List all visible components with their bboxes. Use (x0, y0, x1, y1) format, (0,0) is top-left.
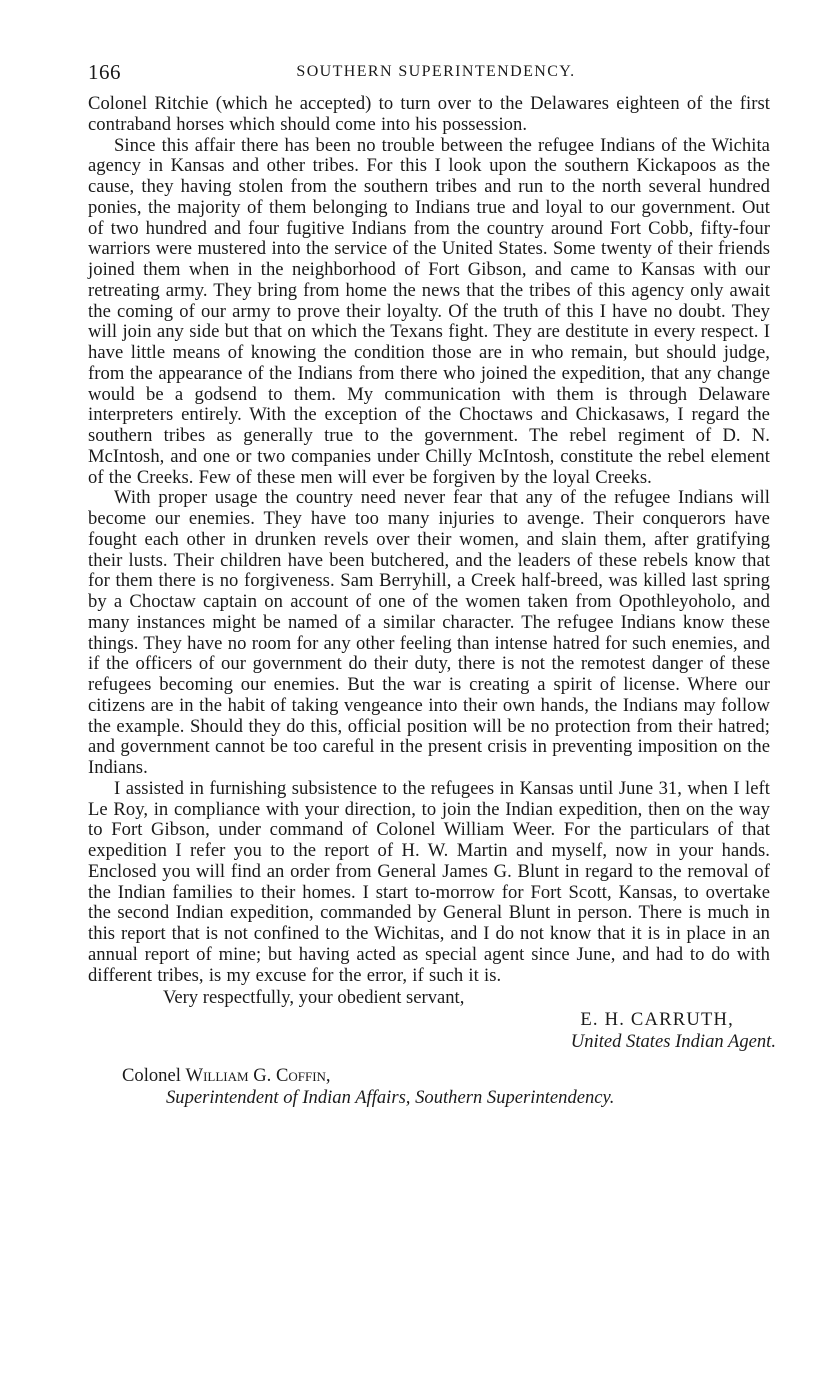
page-number: 166 (88, 60, 121, 84)
paragraph-refugee-indians: With proper usage the country need never fear that any of the refugee Indians will become our enemies. They have too many injuries to avenge. Their conquerors have fought each other in drunken revels over their women, and slain them, after gratifying their lusts. Their children have been butchered, and the leaders of these rebels know that for them there is no forgiveness. Sam Berryhill, a Creek half-breed, was killed last spring by a Choctaw captain on account of one of the women taken from Opothleyoholo, and many instances might be named of a similar character. The refugee Indians know these things. They have no room for any other feeling than intense hatred for such enemies, and if the officers of our government do their duty, there is not the remotest danger of these refugees becoming our enemies. But the war is creating a spirit of license. Where our citizens are in the habit of taking vengeance into their own hands, the Indians may follow the example. Should they do this, official position will be no protection from their hatred; and government cannot be too careful in the present crisis in preventing imposition on the Indians. (88, 487, 770, 778)
signature-block (88, 1009, 776, 1053)
addressee-title: Superintendent of Indian Affairs, Southern Superintendency. (166, 1087, 615, 1108)
signature-title: United States Indian Agent. (570, 1031, 776, 1052)
letter-body (88, 94, 770, 986)
paragraph-continued: Colonel Ritchie (which he accepted) to turn over to the Delawares eighteen of the first contraband horses which should come into his possession. (88, 93, 770, 135)
addressee-block (88, 1065, 770, 1109)
running-title: SOUTHERN SUPERINTENDENCY. (296, 63, 576, 80)
addressee-name: William G. Coffin, (185, 1065, 331, 1086)
addressee-prefix: Colonel (122, 1065, 186, 1086)
signature-name: E. H. CARRUTH, (580, 1009, 734, 1030)
document-page (88, 60, 776, 1109)
paragraph-subsistence: I assisted in furnishing subsistence to the refugees in Kansas until June 31, when I left Le Roy, in compliance with your direction, to join the Indian expedition, then on the way to Fort Gibson, under command of Colonel William Weer. For the particulars of that expedition I refer you to the report of H. W. Martin and myself, now in your hands. Enclosed you will find an order from General James G. Blunt in regard to the removal of the Indian families to their homes. I start to-morrow for Fort Scott, Kansas, to overtake the second Indian expedition, commanded by General Blunt in person. There is much in this report that is not confined to the Wichitas, and I do not know that it is in place in an annual report of mine; but having acted as special agent since June, and had to do with different tribes, is my excuse for the error, if such it is. (88, 777, 770, 986)
paragraph-wichita-agency: Since this affair there has been no trouble between the refugee Indians of the Wichita agency in Kansas and other tribes. For this I look upon the southern Kickapoos as the cause, they having stolen from the southern tribes and run to the north several hundred ponies, the majority of them belonging to Indians true and loyal to our government. Out of two hundred and four fugitive Indians from the country around Fort Cobb, fifty-four warriors were mustered into the service of the United States. Some twenty of their friends joined them when in the neighborhood of Fort Gibson, and came to Kansas with our retreating army. They bring from home the news that the tribes of this agency only await the coming of our army to prove their loyalty. Of the truth of this I have no doubt. They will join any side but that on which the Texans fight. They are destitute in every respect. I have little means of knowing the condition those are in who remain, but should judge, from the appearance of the Indians from there who joined the expedition, that any change would be a godsend to them. My communication with them is through Delaware interpreters entirely. With the exception of the Choctaws and Chickasaws, I regard the southern tribes as generally true to the government. The rebel regiment of D. N. McIntosh, and one or two companies under Chilly McIntosh, constitute the rebel element of the Creeks. Few of these men will ever be forgiven by the loyal Creeks. (88, 134, 770, 488)
running-head (88, 60, 770, 94)
addressee-name-line (122, 1065, 770, 1087)
letter-closing: Very respectfully, your obedient servant, (163, 987, 465, 1009)
